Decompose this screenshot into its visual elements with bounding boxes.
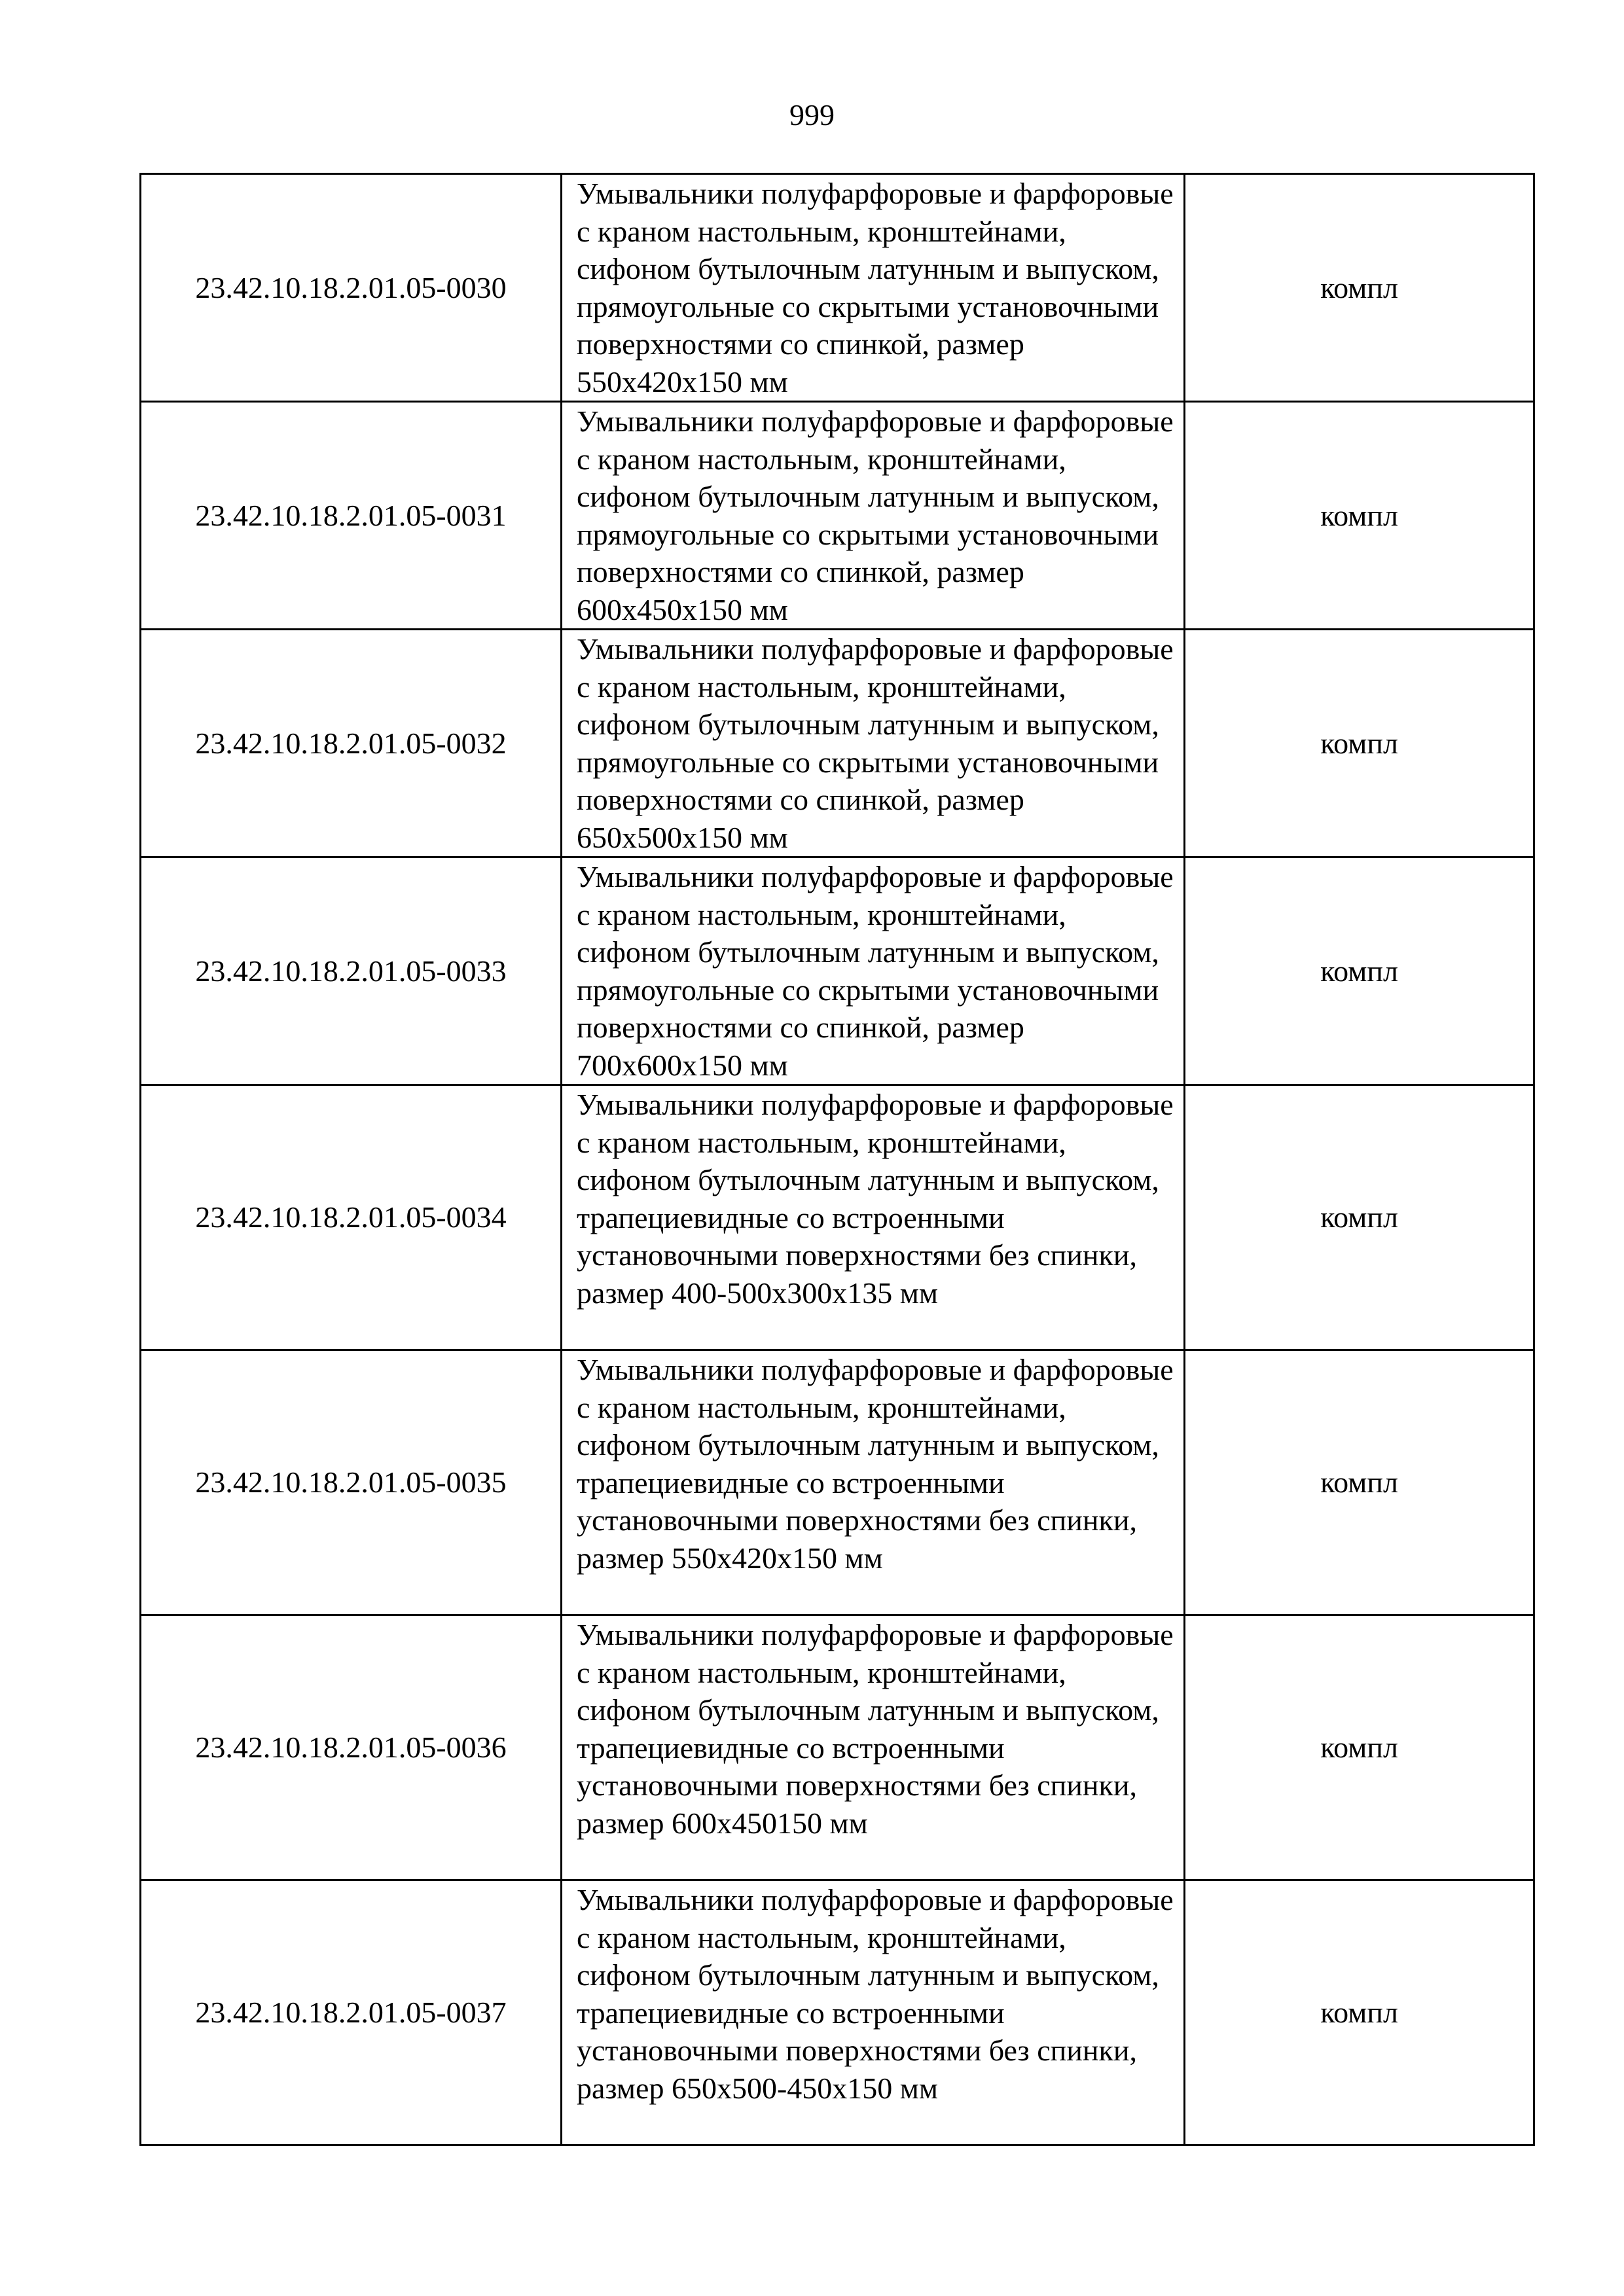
- unit-cell: компл: [1185, 1880, 1534, 2145]
- catalog-table: [139, 173, 1535, 2146]
- resource-description-cell: Умывальники полуфарфоровые и фарфоровые с краном настольным, кронштейнами, сифоном бутылочным латунным и выпуском, трапециевидные со встроенными установочными поверхностями без спинки, размер 650х500-450х150 мм: [562, 1880, 1185, 2145]
- resource-code-cell: 23.42.10.18.2.01.05-0037: [141, 1880, 562, 2145]
- resource-description-cell: Умывальники полуфарфоровые и фарфоровые с краном настольным, кронштейнами, сифоном бутылочным латунным и выпуском, прямоугольные со скрытыми установочными поверхностями со спинкой, размер 650х500х150 мм: [562, 630, 1185, 857]
- resource-code-cell: 23.42.10.18.2.01.05-0035: [141, 1350, 562, 1615]
- table-row: [141, 1880, 1534, 2145]
- resource-description-cell: Умывальники полуфарфоровые и фарфоровые с краном настольным, кронштейнами, сифоном бутылочным латунным и выпуском, трапециевидные со встроенными установочными поверхностями без спинки, размер 600х450150 мм: [562, 1615, 1185, 1880]
- unit-cell: компл: [1185, 630, 1534, 857]
- table-row: [141, 1085, 1534, 1350]
- resource-description-cell: Умывальники полуфарфоровые и фарфоровые с краном настольным, кронштейнами, сифоном бутылочным латунным и выпуском, прямоугольные со скрытыми установочными поверхностями со спинкой, размер 700х600х150 мм: [562, 857, 1185, 1085]
- unit-cell: компл: [1185, 1085, 1534, 1350]
- resource-code-cell: 23.42.10.18.2.01.05-0034: [141, 1085, 562, 1350]
- table-row: [141, 630, 1534, 857]
- table-row: [141, 174, 1534, 402]
- table-row: [141, 857, 1534, 1085]
- table-row: [141, 1615, 1534, 1880]
- resource-description-cell: Умывальники полуфарфоровые и фарфоровые с краном настольным, кронштейнами, сифоном бутылочным латунным и выпуском, прямоугольные со скрытыми установочными поверхностями со спинкой, размер 550х420х150 мм: [562, 174, 1185, 402]
- table-row: [141, 402, 1534, 630]
- resource-code-cell: 23.42.10.18.2.01.05-0032: [141, 630, 562, 857]
- resource-description-cell: Умывальники полуфарфоровые и фарфоровые с краном настольным, кронштейнами, сифоном бутылочным латунным и выпуском, трапециевидные со встроенными установочными поверхностями без спинки, размер 400-500х300х135 мм: [562, 1085, 1185, 1350]
- resource-code-cell: 23.42.10.18.2.01.05-0036: [141, 1615, 562, 1880]
- unit-cell: компл: [1185, 174, 1534, 402]
- resource-code-cell: 23.42.10.18.2.01.05-0031: [141, 402, 562, 630]
- resource-description-cell: Умывальники полуфарфоровые и фарфоровые с краном настольным, кронштейнами, сифоном бутылочным латунным и выпуском, прямоугольные со скрытыми установочными поверхностями со спинкой, размер 600х450х150 мм: [562, 402, 1185, 630]
- unit-cell: компл: [1185, 402, 1534, 630]
- unit-cell: компл: [1185, 1350, 1534, 1615]
- unit-cell: компл: [1185, 857, 1534, 1085]
- page-number: 999: [789, 98, 835, 132]
- unit-cell: компл: [1185, 1615, 1534, 1880]
- table-row: [141, 1350, 1534, 1615]
- resource-code-cell: 23.42.10.18.2.01.05-0030: [141, 174, 562, 402]
- resource-description-cell: Умывальники полуфарфоровые и фарфоровые с краном настольным, кронштейнами, сифоном бутылочным латунным и выпуском, трапециевидные со встроенными установочными поверхностями без спинки, размер 550х420х150 мм: [562, 1350, 1185, 1615]
- resource-code-cell: 23.42.10.18.2.01.05-0033: [141, 857, 562, 1085]
